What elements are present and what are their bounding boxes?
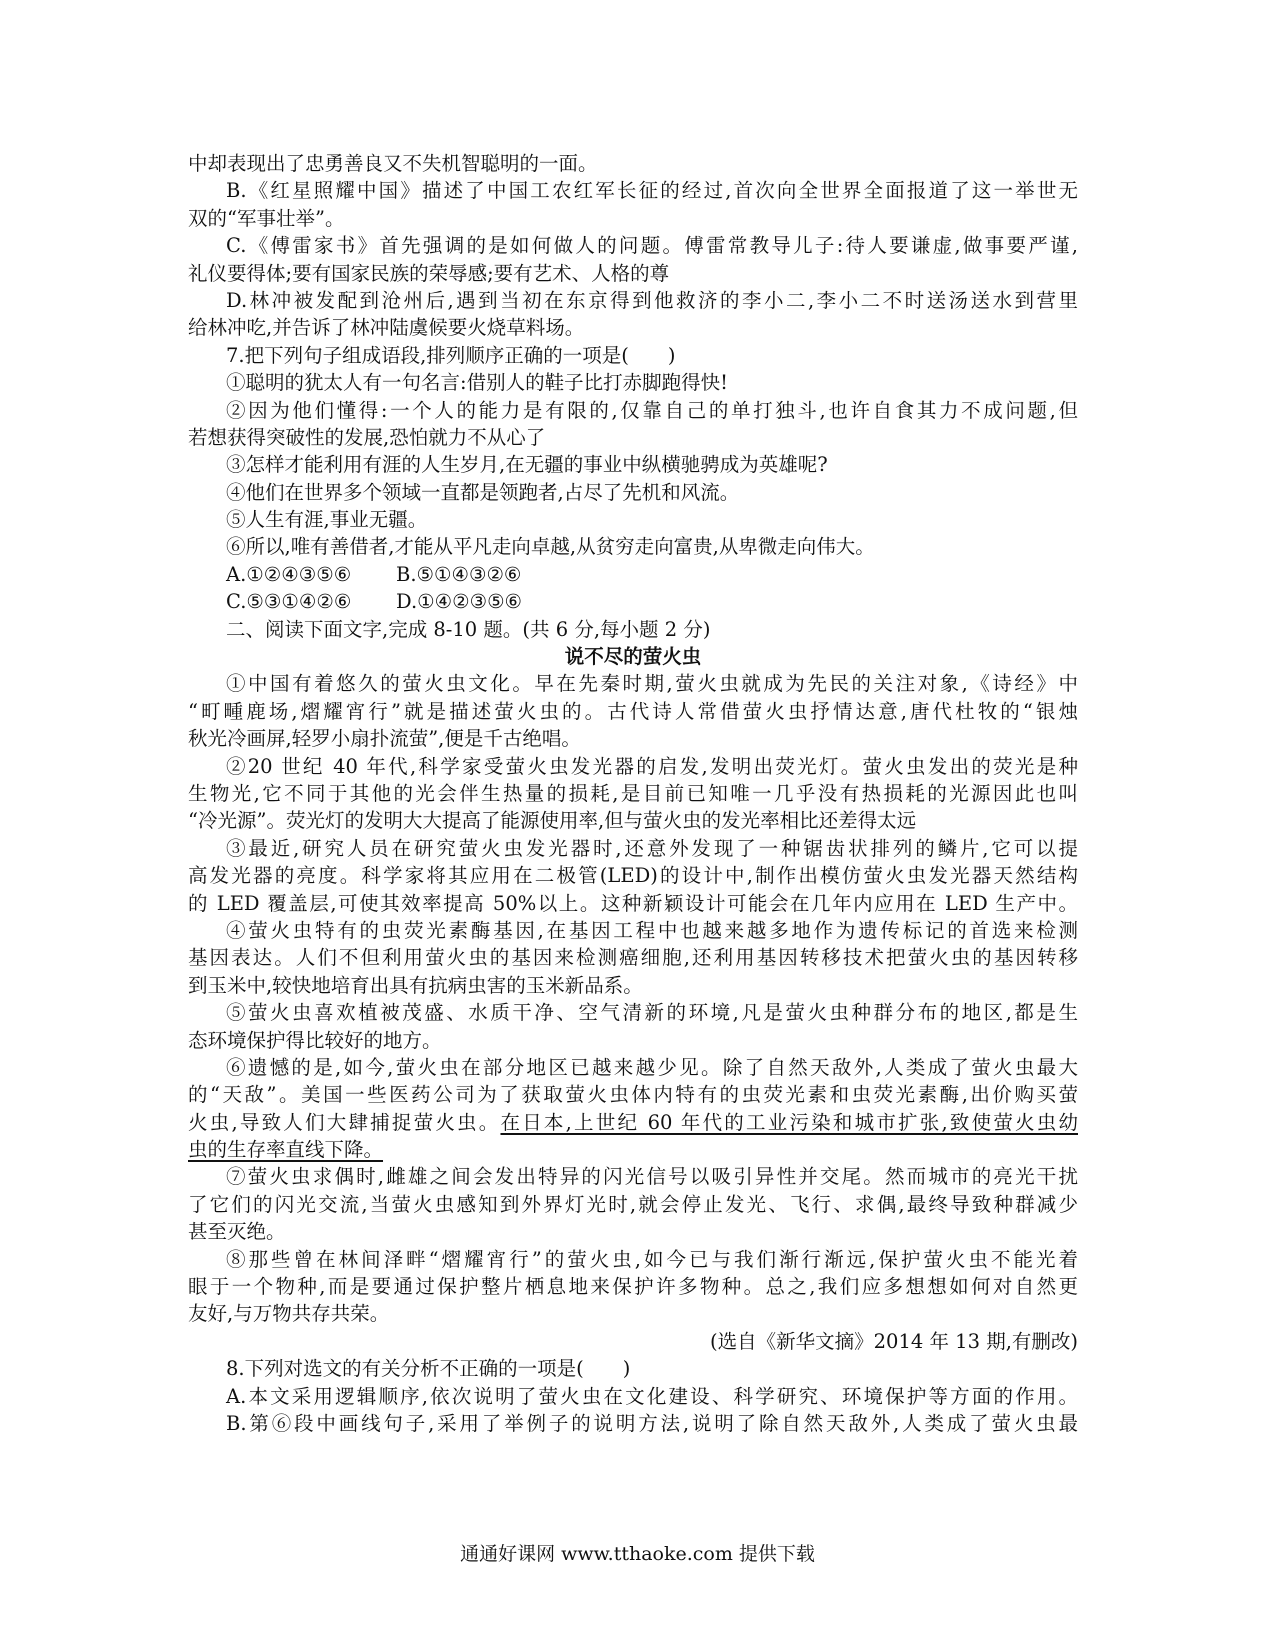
option-c: C.⑤③①④②⑥ bbox=[226, 590, 352, 614]
question-8-option-b: B.第⑥段中画线句子,采用了举例子的说明方法,说明了除自然天敌外,人类成了萤火虫最 bbox=[226, 1411, 1078, 1435]
sentence-3: ③怎样才能利用有涯的人生岁月,在无疆的事业中纵横驰骋成为英雄呢? bbox=[226, 453, 828, 477]
article-line: 的 LED 覆盖层,可使其效率提高 50%以上。这种新颖设计可能会在几年内应用在 LED 生产中。 bbox=[188, 891, 1078, 915]
text-line: 双的“军事壮举”。 bbox=[188, 206, 345, 230]
options-row-1 bbox=[188, 561, 1078, 588]
option-a: A.①②④③⑤⑥ bbox=[226, 562, 352, 586]
article-line: ⑦萤火虫求偶时,雌雄之间会发出特异的闪光信号以吸引异性并交尾。然而城市的亮光干扰 bbox=[226, 1165, 1078, 1189]
source-citation: (选自《新华文摘》2014 年 13 期,有删改) bbox=[710, 1329, 1078, 1353]
text-line: B.《红星照耀中国》描述了中国工农红军长征的经过,首次向全世界全面报道了这一举世无 bbox=[226, 179, 1078, 203]
text-line: 礼仪要得体;要有国家民族的荣辱感;要有艺术、人格的尊 bbox=[188, 261, 670, 285]
article-line: ⑧那些曾在林间泽畔“熠耀宵行”的萤火虫,如今已与我们渐行渐远,保护萤火虫不能光着 bbox=[226, 1247, 1078, 1271]
sentence-4: ④他们在世界多个领域一直都是领跑者,占尽了先机和风流。 bbox=[226, 480, 740, 504]
article-line: 眼于一个物种,而是要通过保护整片栖息地来保护许多物种。总之,我们应多想想如何对自然更 bbox=[188, 1275, 1078, 1299]
article-line: ⑤萤火虫喜欢植被茂盛、水质干净、空气清新的环境,凡是萤火虫种群分布的地区,都是生 bbox=[226, 1001, 1078, 1025]
page-footer: 通通好课网 www.tthaoke.com 提供下载 bbox=[460, 1543, 815, 1565]
option-b: B.⑤①④③②⑥ bbox=[396, 562, 522, 586]
text-line: C.《傅雷家书》首先强调的是如何做人的问题。傅雷常教导儿子:待人要谦虚,做事要严谨, bbox=[226, 234, 1078, 258]
option-d: D.①④②③⑤⑥ bbox=[396, 590, 523, 614]
article-line: 甚至灭绝。 bbox=[188, 1220, 286, 1244]
sentence-1: ①聪明的犹太人有一句名言:借别人的鞋子比打赤脚跑得快! bbox=[226, 371, 728, 395]
article-line-with-underline bbox=[188, 1136, 1078, 1163]
article-line: 秋光冷画屏,轻罗小扇扑流萤”,便是千古绝唱。 bbox=[188, 727, 581, 751]
options-row-2 bbox=[188, 588, 1078, 615]
question-8-option-a: A.本文采用逻辑顺序,依次说明了萤火虫在文化建设、科学研究、环境保护等方面的作用。 bbox=[226, 1384, 1078, 1408]
article-line: ③最近,研究人员在研究萤火虫发光器时,还意外发现了一种锯齿状排列的鳞片,它可以提 bbox=[226, 836, 1078, 860]
article-line: 友好,与万物共存共荣。 bbox=[188, 1302, 390, 1326]
question-7: 7.把下列句子组成语段,排列顺序正确的一项是( ) bbox=[226, 343, 676, 367]
article-line: ①中国有着悠久的萤火虫文化。早在先秦时期,萤火虫就成为先民的关注对象,《诗经》中 bbox=[226, 672, 1078, 696]
article-line: 基因表达。人们不但利用萤火虫的基因来检测癌细胞,还利用基因转移技术把萤火虫的基因转移 bbox=[188, 946, 1078, 970]
article-line: “冷光源”。荧光灯的发明大大提高了能源使用率,但与萤火虫的发光率相比还差得太远 bbox=[188, 809, 917, 833]
article-text: 火虫,导致人们大肆捕捉萤火虫。 bbox=[188, 1110, 501, 1134]
sentence-5: ⑤人生有涯,事业无疆。 bbox=[226, 508, 428, 532]
article-line: 了它们的闪光交流,当萤火虫感知到外界灯光时,就会停止发光、飞行、求偶,最终导致种群减少 bbox=[188, 1192, 1078, 1216]
text-line: 中却表现出了忠勇善良又不失机智聪明的一面。 bbox=[188, 152, 598, 175]
sentence-2-cont: 若想获得突破性的发展,恐怕就力不从心了 bbox=[188, 425, 546, 449]
text-line: 给林冲吃,并告诉了林冲陆虞候要火烧草料场。 bbox=[188, 316, 585, 340]
article-line: ②20 世纪 40 年代,科学家受萤火虫发光器的启发,发明出荧光灯。萤火虫发出的荧光是种 bbox=[226, 754, 1078, 778]
article-line: 态环境保护得比较好的地方。 bbox=[188, 1028, 442, 1052]
underlined-sentence: 在日本,上世纪 60 年代的工业污染和城市扩张,致使萤火虫幼 bbox=[500, 1110, 1078, 1134]
document-body bbox=[188, 150, 1078, 1437]
article-line: ④萤火虫特有的虫荧光素酶基因,在基因工程中也越来越多地作为遗传标记的首选来检测 bbox=[226, 918, 1078, 942]
article-line: 生物光,它不同于其他的光会伴生热量的损耗,是目前已知唯一几乎没有热损耗的光源因此也叫 bbox=[188, 781, 1078, 805]
article-line: “町畽鹿场,熠耀宵行”就是描述萤火虫的。古代诗人常借萤火虫抒情达意,唐代杜牧的“银烛 bbox=[188, 699, 1078, 723]
question-8: 8.下列对选文的有关分析不正确的一项是( ) bbox=[226, 1357, 631, 1381]
article-line-with-underline bbox=[188, 1109, 1078, 1136]
article-line: 的“天敌”。美国一些医药公司为了获取萤火虫体内特有的虫荧光素和虫荧光素酶,出价购买萤 bbox=[188, 1083, 1078, 1107]
article-line: ⑥遗憾的是,如今,萤火虫在部分地区已越来越少见。除了自然天敌外,人类成了萤火虫最大 bbox=[226, 1055, 1078, 1079]
sentence-6: ⑥所以,唯有善借者,才能从平凡走向卓越,从贫穷走向富贵,从卑微走向伟大。 bbox=[226, 535, 875, 559]
section-heading: 二、阅读下面文字,完成 8-10 题。(共 6 分,每小题 2 分) bbox=[226, 617, 711, 641]
article-line: 到玉米中,较快地培育出具有抗病虫害的玉米新品系。 bbox=[188, 973, 643, 997]
article-title: 说不尽的萤火虫 bbox=[564, 645, 702, 669]
sentence-2: ②因为他们懂得:一个人的能力是有限的,仅靠自己的单打独斗,也许自食其力不成问题,但 bbox=[226, 398, 1078, 422]
underlined-sentence-cont: 虫的生存率直线下降。 bbox=[188, 1138, 384, 1162]
text-line: D.林冲被发配到沧州后,遇到当初在东京得到他救济的李小二,李小二不时送汤送水到营里 bbox=[226, 288, 1078, 312]
article-line: 高发光器的亮度。科学家将其应用在二极管(LED)的设计中,制作出模仿萤火虫发光器天然结构 bbox=[188, 864, 1078, 888]
